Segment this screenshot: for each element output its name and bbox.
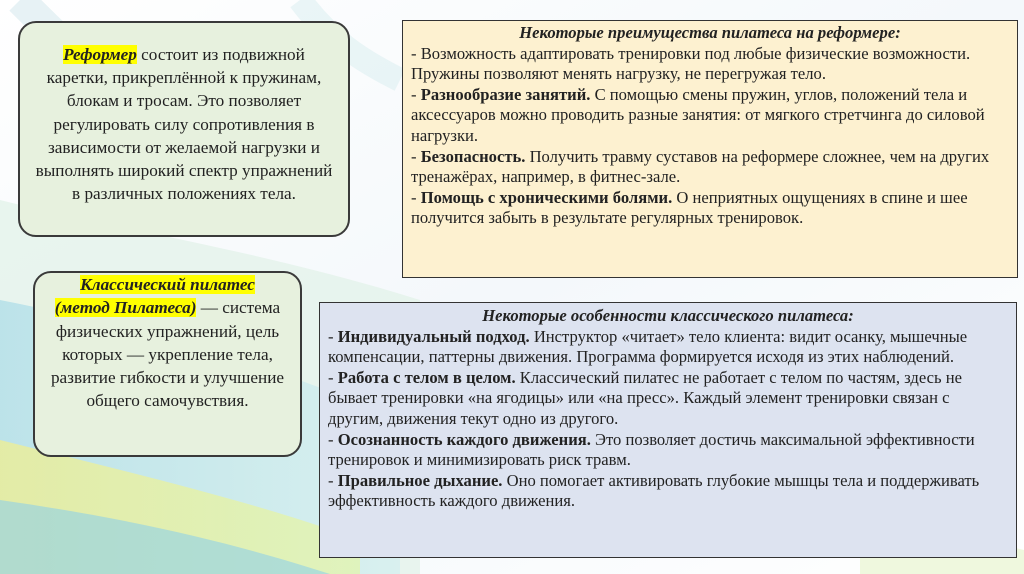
reformer-advantages-panel [402, 20, 1018, 278]
advantage-item: - Безопасность. Получить травму суставов на реформере сложнее, чем на других тренажёрах, например, в фитнес-зале. [411, 146, 990, 187]
feature-item: - Правильное дыхание. Оно помогает активировать глубокие мышцы тела и поддерживать эффективность каждого движения. [328, 470, 980, 511]
feature-item: - Индивидуальный подход. Инструктор «читает» тело клиента: видит осанку, мышечные компенсации, паттерны движения. Программа формируется исходя из этих наблюдений. [328, 326, 968, 367]
features-title: Некоторые особенности классического пилатеса: [482, 306, 854, 325]
feature-item: - Работа с телом в целом. Классический пилатес не работает с телом по частям, здесь не бывает тренировки «на ягодицы» или «на пресс». Каждый элемент тренировки связан с другим, движения текут одно из другого. [328, 367, 962, 428]
classic-term-line2: (метод Пилатеса) [54, 298, 197, 318]
advantage-item: - Разнообразие занятий. С помощью смены пружин, углов, положений тела и аксессуаров можно проводить разные занятия: от мягкого стретчинга до силовой нагрузки. [411, 84, 985, 145]
classic-definition-text: — система физических упражнений, цель которых — укрепление тела, развитие гибкости и улучшение общего самочувствия. [50, 298, 285, 411]
classic-term-line1: Классический пилатес [80, 275, 255, 294]
reformer-definition-box [18, 21, 350, 237]
reformer-definition-text: состоит из подвижной каретки, прикреплённой к пружинам, блокам и тросам. Это позволяет регулировать силу сопротивления в зависимости от желаемой нагрузки и выполнять широкий спектр упражнений в различных положениях тела. [35, 45, 333, 204]
advantage-item: - Возможность адаптировать тренировки под любые физические возможности. Пружины позволяют менять нагрузку, не перегружая тело. [411, 43, 971, 84]
feature-item: - Осознанность каждого движения. Это позволяет достичь максимальной эффективности тренировок и минимизировать риск травм. [328, 429, 975, 470]
classic-features-panel [319, 302, 1017, 558]
reformer-term: Реформер [63, 45, 137, 64]
advantage-item: - Помощь с хроническими болями. О неприятных ощущениях в спине и шее получится забыть в результате регулярных тренировок. [411, 187, 968, 228]
advantages-title: Некоторые преимущества пилатеса на реформере: [519, 23, 901, 42]
classic-pilates-definition-box [33, 271, 302, 457]
